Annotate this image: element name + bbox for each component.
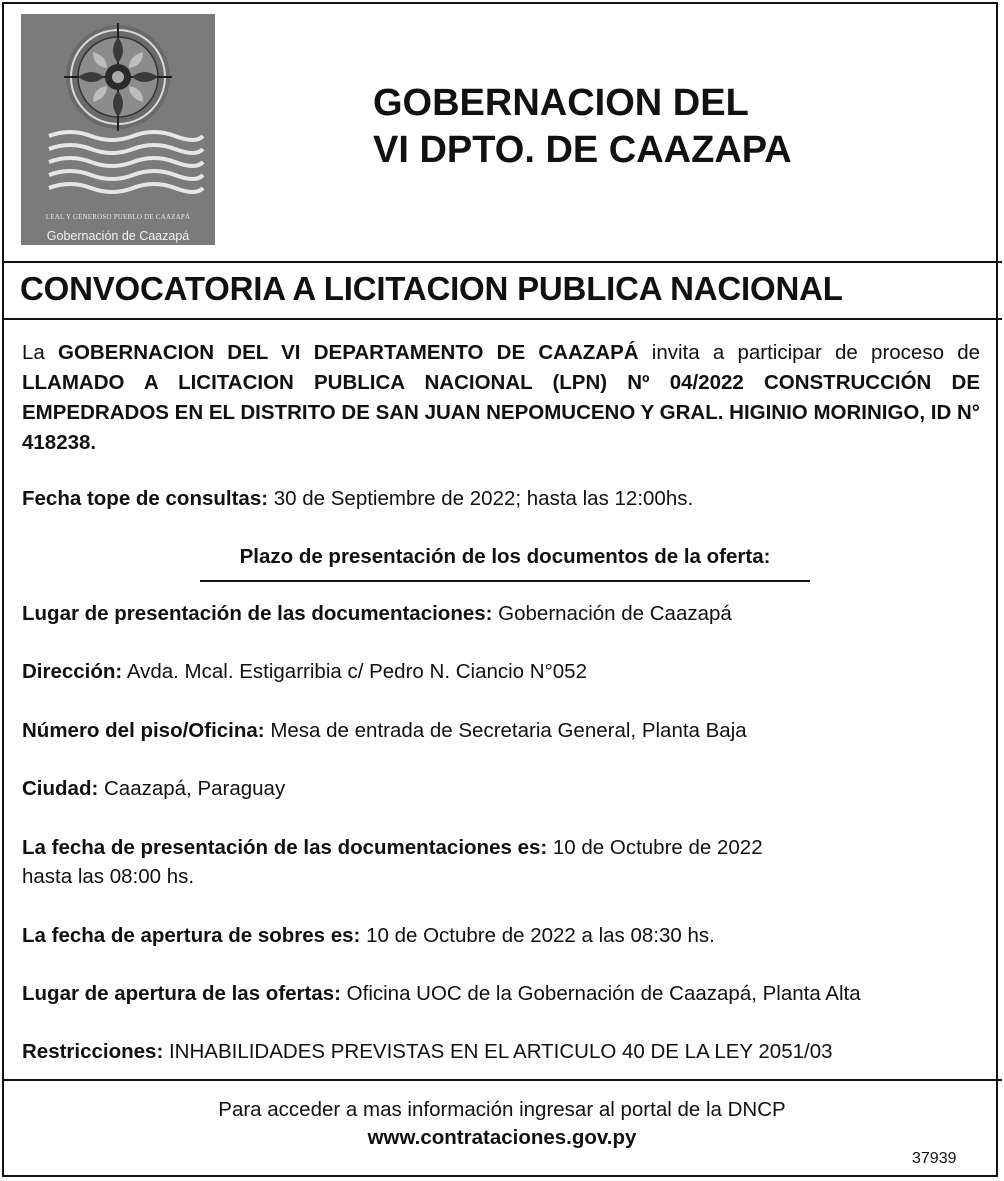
fecha-apertura-line: [22, 921, 980, 951]
restricciones-line: [22, 1037, 980, 1067]
organization-title: [373, 80, 792, 174]
intro-process: LLAMADO A LICITACION PUBLICA NACIONAL (LPN) Nº 04/2022 CONSTRUCCIÓN DE EMPEDRADOS EN EL DISTRITO DE SAN JUAN NEPOMUCENO Y GRAL. HIGINIO MORINIGO, ID N° 418238.: [22, 371, 980, 454]
ciudad-line: [22, 774, 980, 804]
footer-divider: [2, 1079, 1002, 1081]
lugar-apertura-label: Lugar de apertura de las ofertas:: [22, 982, 341, 1005]
lugar-apertura-value: Oficina UOC de la Gobernación de Caazapá, Planta Alta: [340, 982, 861, 1005]
plazo-heading: Plazo de presentación de los documentos de la oferta:: [239, 545, 771, 568]
fecha-apertura-label: La fecha de apertura de sobres es:: [22, 924, 361, 947]
organization-title-line1: GOBERNACION DEL: [373, 82, 749, 124]
logo-motto: LEAL Y GENEROSO PUEBLO DE CAAZAPÁ: [45, 213, 191, 221]
direccion-label: Dirección:: [22, 660, 123, 683]
intro-paragraph: [22, 338, 980, 458]
fecha-presentacion-value: 10 de Octubre de 2022: [547, 836, 763, 859]
coat-of-arms-icon: [21, 14, 215, 245]
header-divider: [2, 261, 1002, 263]
fecha-apertura-value: 10 de Octubre de 2022 a las 08:30 hs.: [360, 924, 715, 947]
lugar-label: Lugar de presentación de las documentaciones:: [22, 602, 493, 625]
fecha-presentacion-line: [22, 833, 980, 863]
footer-info: Para acceder a mas información ingresar al portal de la DNCP: [218, 1098, 786, 1121]
consultas-value: 30 de Septiembre de 2022; hasta las 12:00hs.: [268, 487, 694, 510]
direccion-line: [22, 657, 980, 687]
direccion-value: Avda. Mcal. Estigarribia c/ Pedro N. Ciancio N°052: [122, 660, 587, 683]
title-divider: [2, 318, 1002, 320]
intro-prefix: La: [22, 341, 59, 364]
lugar-line: [22, 599, 980, 629]
piso-value: Mesa de entrada de Secretaria General, Planta Baja: [264, 719, 747, 742]
restricciones-label: Restricciones:: [22, 1040, 164, 1063]
dncp-portal-link[interactable]: www.contrataciones.gov.py: [367, 1126, 637, 1149]
call-title: CONVOCATORIA A LICITACION PUBLICA NACIONAL: [20, 270, 843, 307]
piso-label: Número del piso/Oficina:: [22, 719, 265, 742]
ciudad-label: Ciudad:: [22, 777, 99, 800]
ad-number: 37939: [912, 1150, 957, 1167]
intro-entity: GOBERNACION DEL VI DEPARTAMENTO DE CAAZAPÁ: [58, 341, 639, 364]
intro-middle: invita a participar de proceso de: [638, 341, 980, 364]
organization-title-line2: VI DPTO. DE CAAZAPA: [373, 129, 792, 171]
restricciones-value: INHABILIDADES PREVISTAS EN EL ARTICULO 40 DE LA LEY 2051/03: [163, 1040, 833, 1063]
lugar-value: Gobernación de Caazapá: [492, 602, 732, 625]
piso-line: [22, 716, 980, 746]
ciudad-value: Caazapá, Paraguay: [98, 777, 286, 800]
lugar-apertura-line: [22, 979, 980, 1009]
consultas-line: [22, 484, 980, 514]
logo-caption: Gobernación de Caazapá: [46, 229, 190, 243]
fecha-presentacion-line2: hasta las 08:00 hs.: [22, 865, 195, 888]
gobernacion-logo: [21, 14, 215, 245]
consultas-label: Fecha tope de consultas:: [22, 487, 269, 510]
fecha-presentacion-label: La fecha de presentación de las documentaciones es:: [22, 836, 548, 859]
plazo-underline: [200, 580, 810, 582]
